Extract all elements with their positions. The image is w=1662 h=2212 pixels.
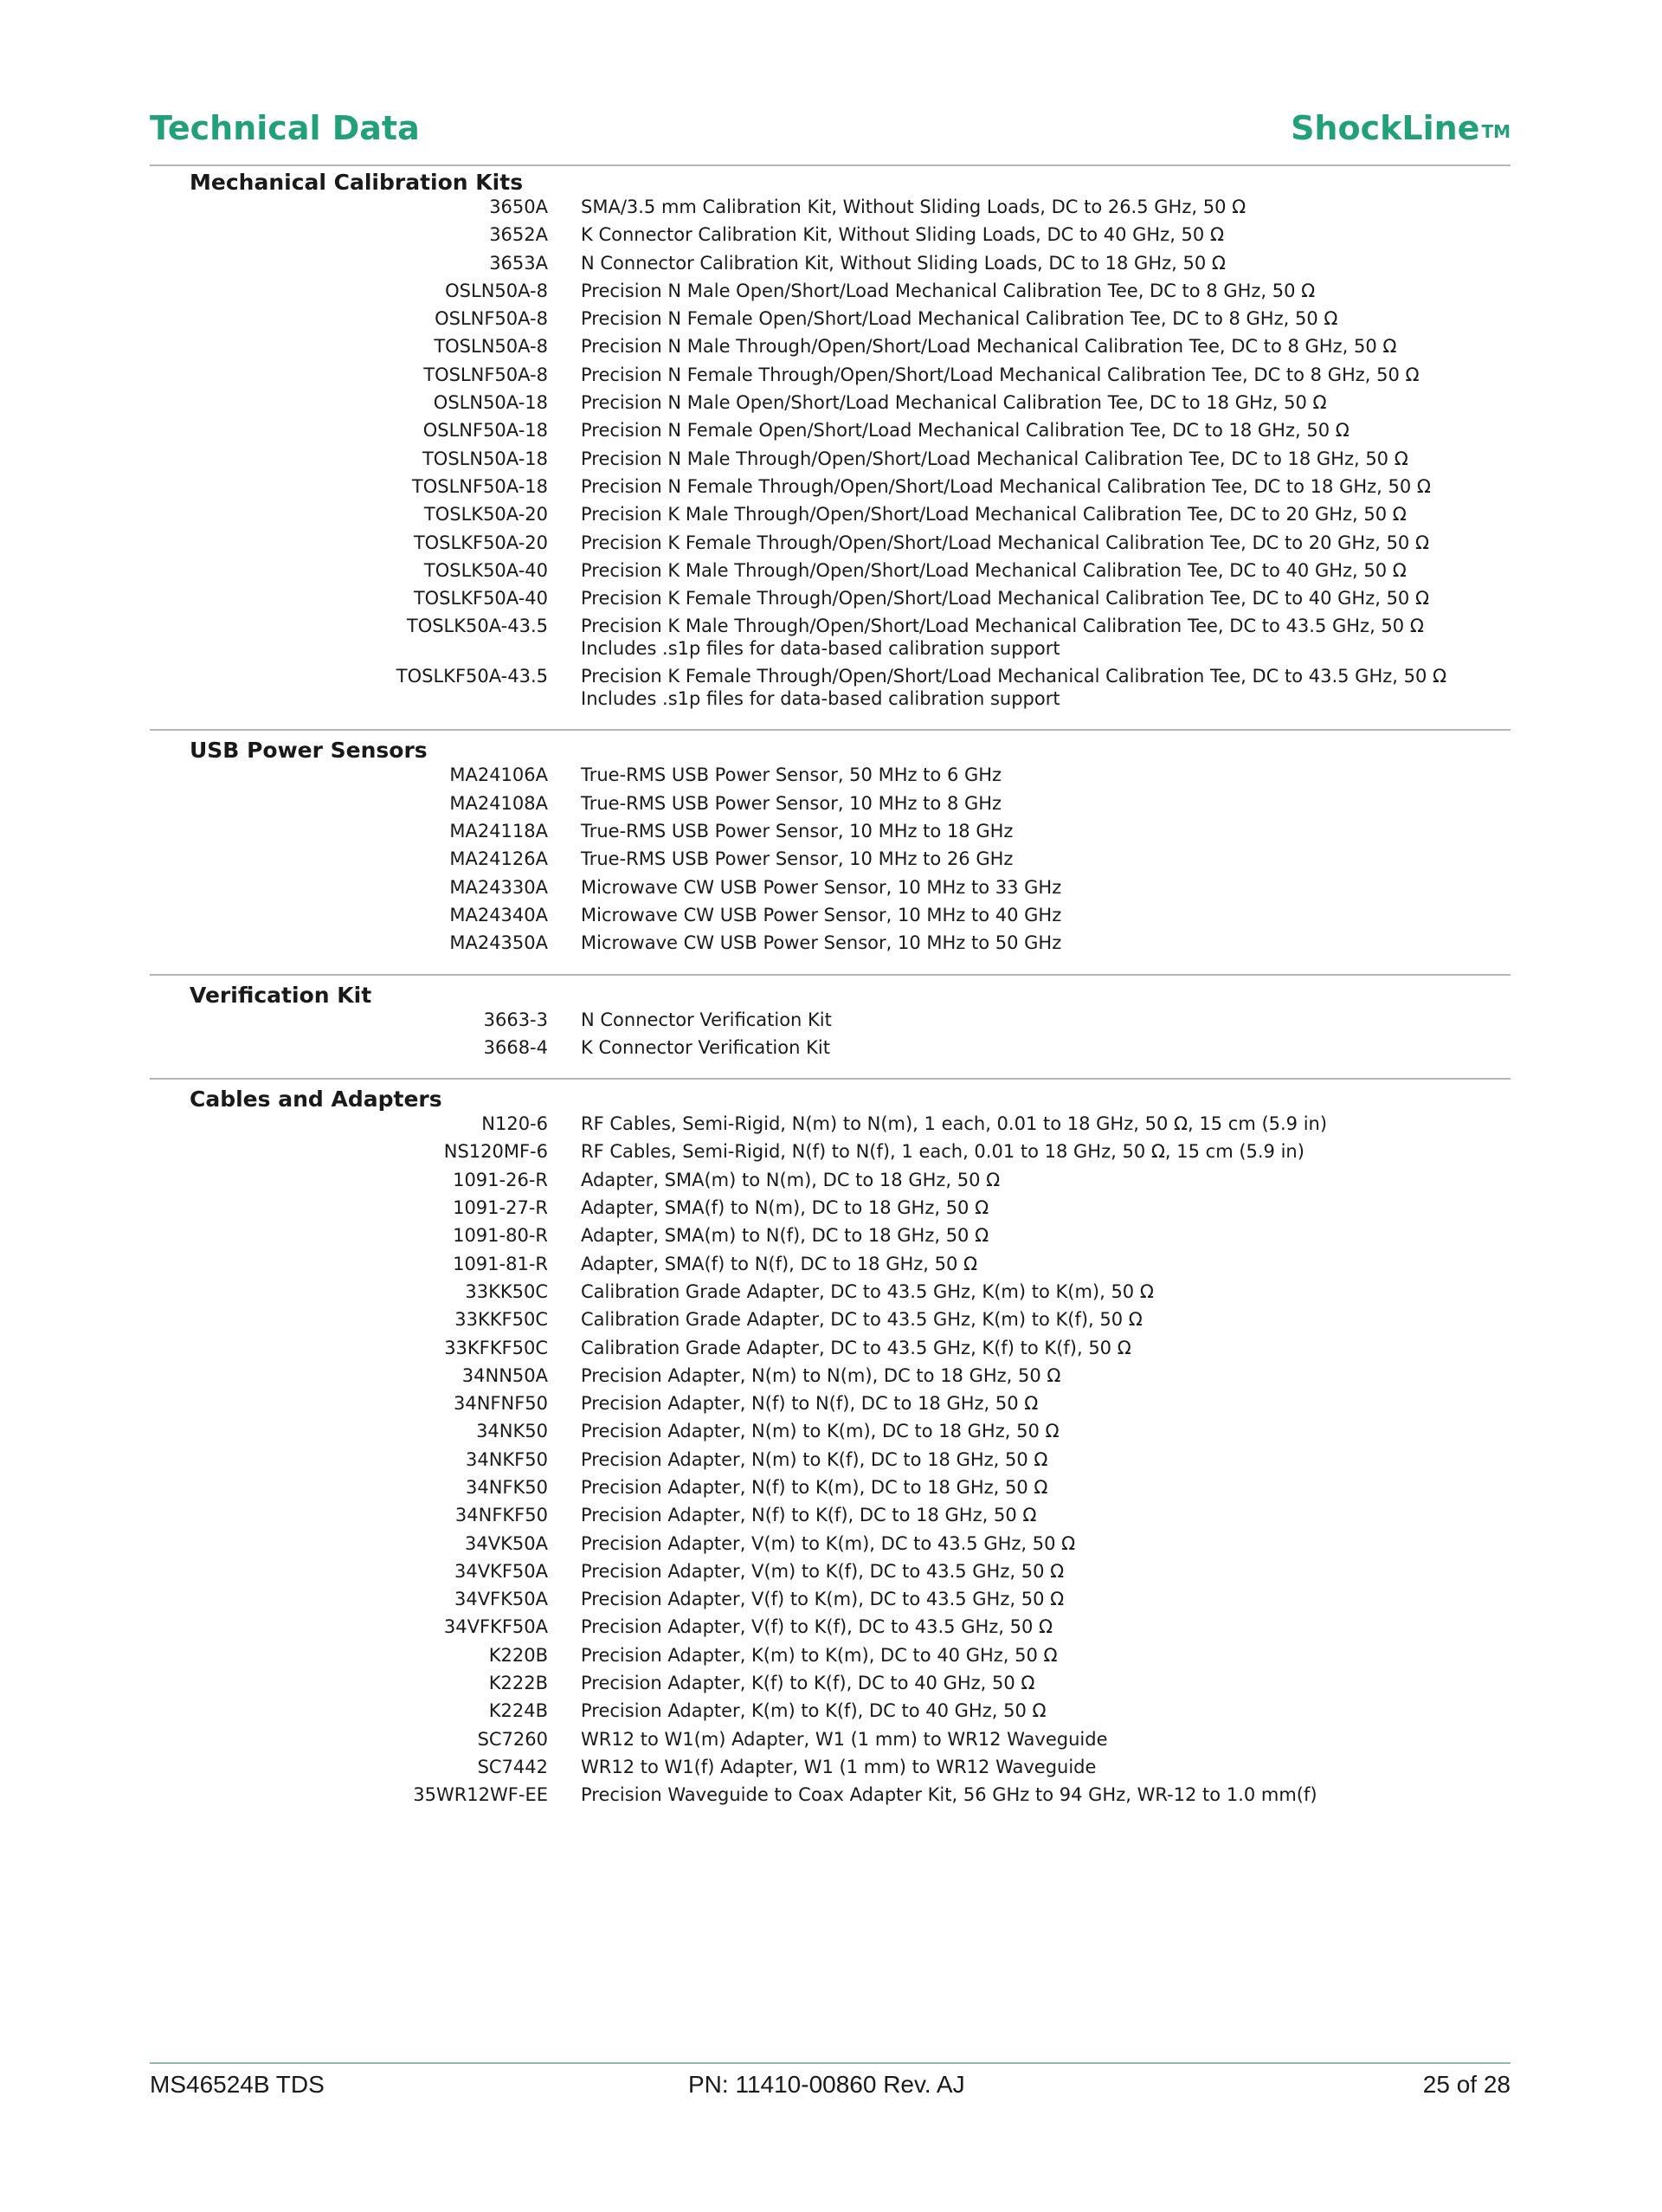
spec-row	[150, 1392, 1511, 1420]
section-usb-power-sensors	[150, 738, 1511, 975]
description-line: SMA/3.5 mm Calibration Kit, Without Sliding Loads, DC to 26.5 GHz, 50 Ω	[581, 197, 1246, 217]
part-code: MA24108A	[449, 792, 548, 814]
part-code: 33KFKF50C	[444, 1337, 548, 1358]
spec-row	[150, 307, 1511, 335]
part-description	[581, 1169, 1507, 1196]
part-description	[581, 335, 1507, 363]
description-line: Precision Adapter, K(m) to K(f), DC to 40 GHz, 50 Ω	[581, 1700, 1047, 1722]
part-code: 35WR12WF-EE	[413, 1784, 548, 1806]
description-line: Precision N Female Through/Open/Short/Load Mechanical Calibration Tee, DC to 18 GHz, 50 Ω	[581, 475, 1431, 497]
part-description	[581, 1308, 1507, 1336]
part-code: 34NKF50	[465, 1448, 548, 1470]
description-line: N Connector Calibration Kit, Without Sliding Loads, DC to 18 GHz, 50 Ω	[581, 252, 1226, 274]
part-description	[581, 1337, 1507, 1364]
part-description	[581, 848, 1507, 875]
spec-row	[150, 1036, 1511, 1064]
part-code: TOSLN50A-18	[422, 448, 548, 469]
brand-text: ShockLine	[1291, 109, 1480, 147]
part-description	[581, 1280, 1507, 1308]
part-description	[581, 1672, 1507, 1699]
section-title: Cables and Adapters	[190, 1087, 442, 1112]
description-line: Precision K Female Through/Open/Short/Load Mechanical Calibration Tee, DC to 43.5 GHz, 50 Ω	[581, 666, 1447, 687]
spec-row	[150, 932, 1511, 959]
description-line: True-RMS USB Power Sensor, 50 MHz to 6 GHz	[581, 764, 1002, 786]
part-code: TOSLKF50A-20	[413, 532, 548, 553]
description-line: WR12 to W1(m) Adapter, W1 (1 mm) to WR12 Waveguide	[581, 1728, 1108, 1750]
spec-row	[150, 223, 1511, 251]
description-line: Precision Adapter, N(f) to K(m), DC to 18 GHz, 50 Ω	[581, 1476, 1048, 1498]
part-code: 3650A	[489, 197, 548, 217]
description-line: Microwave CW USB Power Sensor, 10 MHz to 40 GHz	[581, 904, 1062, 925]
part-description	[581, 1615, 1507, 1643]
description-line: Adapter, SMA(f) to N(m), DC to 18 GHz, 50 Ω	[581, 1197, 989, 1219]
description-line: Calibration Grade Adapter, DC to 43.5 GHz, K(f) to K(f), 50 Ω	[581, 1337, 1131, 1358]
spec-row	[150, 559, 1511, 587]
part-code: TOSLKF50A-40	[413, 588, 548, 609]
part-code: 34NFKF50	[454, 1505, 548, 1526]
part-description	[581, 196, 1507, 223]
part-description	[581, 503, 1507, 531]
part-code: 3663-3	[483, 1009, 548, 1030]
page-title: Technical Data	[150, 109, 420, 147]
part-code: OSLN50A-18	[433, 392, 548, 414]
part-code: K222B	[488, 1673, 548, 1694]
part-description	[581, 1783, 1507, 1811]
spec-row	[150, 475, 1511, 503]
part-description	[581, 280, 1507, 307]
page-footer	[150, 2062, 1511, 2107]
spec-row	[150, 1364, 1511, 1392]
description-line: RF Cables, Semi-Rigid, N(f) to N(f), 1 each, 0.01 to 18 GHz, 50 Ω, 15 cm (5.9 in)	[581, 1141, 1304, 1163]
part-code: OSLN50A-8	[445, 280, 548, 301]
footer-page-number: 25 of 28	[1422, 2071, 1511, 2098]
part-code: TOSLNF50A-18	[411, 475, 548, 497]
spec-row	[150, 391, 1511, 419]
part-description	[581, 419, 1507, 447]
part-code: 34NFK50	[465, 1476, 548, 1498]
part-code: 34VFKF50A	[443, 1616, 548, 1638]
spec-row	[150, 1448, 1511, 1476]
part-code: 3668-4	[483, 1036, 548, 1058]
part-description	[581, 932, 1507, 959]
spec-row	[150, 1308, 1511, 1336]
section-verification-kit	[150, 983, 1511, 1080]
description-line: Precision N Female Open/Short/Load Mechanical Calibration Tee, DC to 18 GHz, 50 Ω	[581, 420, 1350, 442]
spec-row	[150, 419, 1511, 447]
spec-row	[150, 1672, 1511, 1699]
part-description	[581, 792, 1507, 820]
part-description	[581, 307, 1507, 335]
spec-row	[150, 792, 1511, 820]
description-line: RF Cables, Semi-Rigid, N(m) to N(m), 1 each, 0.01 to 18 GHz, 50 Ω, 15 cm (5.9 in)	[581, 1113, 1328, 1135]
description-line: Precision K Female Through/Open/Short/Load Mechanical Calibration Tee, DC to 20 GHz, 50 Ω	[581, 532, 1430, 553]
part-code: 3653A	[489, 252, 548, 274]
part-description	[581, 1364, 1507, 1392]
part-description	[581, 391, 1507, 419]
spec-row	[150, 364, 1511, 391]
part-code: 33KKF50C	[454, 1309, 548, 1331]
part-code: 34NK50	[476, 1421, 548, 1442]
description-line: Precision N Male Open/Short/Load Mechanical Calibration Tee, DC to 8 GHz, 50 Ω	[581, 280, 1316, 301]
spec-row	[150, 1112, 1511, 1140]
part-code: TOSLN50A-8	[434, 336, 548, 358]
part-code: MA24118A	[449, 821, 548, 842]
part-description	[581, 820, 1507, 848]
description-line: Adapter, SMA(f) to N(f), DC to 18 GHz, 50 Ω	[581, 1253, 978, 1274]
description-line: Precision Adapter, N(m) to K(f), DC to 18 GHz, 50 Ω	[581, 1448, 1048, 1470]
spec-row	[150, 1504, 1511, 1532]
part-code: 3652A	[489, 224, 548, 246]
spec-row	[150, 1476, 1511, 1504]
spec-row	[150, 1420, 1511, 1448]
part-description	[581, 1140, 1507, 1168]
spec-row	[150, 1615, 1511, 1643]
part-code: 34VK50A	[465, 1532, 548, 1554]
part-description	[581, 587, 1507, 615]
part-description	[581, 475, 1507, 503]
part-description	[581, 904, 1507, 932]
part-description	[581, 1253, 1507, 1280]
spec-row	[150, 820, 1511, 848]
part-description	[581, 1560, 1507, 1588]
footer-part-number: PN: 11410-00860 Rev. AJ	[688, 2071, 965, 2098]
part-code: OSLNF50A-18	[422, 420, 548, 442]
part-description	[581, 1756, 1507, 1783]
spec-row	[150, 848, 1511, 875]
description-line: Precision K Male Through/Open/Short/Load Mechanical Calibration Tee, DC to 40 GHz, 50 Ω	[581, 559, 1407, 581]
spec-content	[150, 170, 1511, 1833]
description-line: Precision N Male Open/Short/Load Mechanical Calibration Tee, DC to 18 GHz, 50 Ω	[581, 392, 1327, 414]
spec-row	[150, 1560, 1511, 1588]
spec-row	[150, 904, 1511, 932]
description-line: Precision N Male Through/Open/Short/Load Mechanical Calibration Tee, DC to 18 GHz, 50 Ω	[581, 448, 1408, 469]
part-description	[581, 1420, 1507, 1448]
section-title: Verification Kit	[190, 982, 372, 1008]
description-line: K Connector Calibration Kit, Without Sliding Loads, DC to 40 GHz, 50 Ω	[581, 224, 1224, 246]
description-line: K Connector Verification Kit	[581, 1036, 830, 1058]
spec-row	[150, 1140, 1511, 1168]
part-description	[581, 1392, 1507, 1420]
description-line: Microwave CW USB Power Sensor, 10 MHz to 33 GHz	[581, 876, 1062, 898]
part-description	[581, 1728, 1507, 1756]
part-code: 34NN50A	[461, 1364, 548, 1386]
spec-row	[150, 532, 1511, 559]
part-code: MA24330A	[449, 876, 548, 898]
spec-row	[150, 1532, 1511, 1560]
part-code: SC7260	[477, 1728, 548, 1750]
part-code: MA24106A	[449, 764, 548, 786]
part-description	[581, 764, 1507, 791]
section-title: USB Power Sensors	[190, 738, 428, 764]
spec-row	[150, 1224, 1511, 1252]
part-code: TOSLKF50A-43.5	[396, 666, 548, 687]
description-line: Precision K Male Through/Open/Short/Load Mechanical Calibration Tee, DC to 20 GHz, 50 Ω	[581, 504, 1407, 526]
part-description	[581, 252, 1507, 280]
trademark-mark: TM	[1481, 121, 1511, 142]
part-code: 34VFK50A	[454, 1589, 548, 1610]
description-line: Precision K Female Through/Open/Short/Load Mechanical Calibration Tee, DC to 40 GHz, 50 Ω	[581, 588, 1430, 609]
part-description	[581, 364, 1507, 391]
part-code: 33KK50C	[465, 1280, 548, 1302]
part-code: 1091-27-R	[453, 1197, 548, 1219]
description-line: Precision N Female Open/Short/Load Mechanical Calibration Tee, DC to 8 GHz, 50 Ω	[581, 308, 1338, 330]
part-code: N120-6	[481, 1113, 548, 1135]
part-code: OSLNF50A-8	[435, 308, 548, 330]
description-line: Precision Adapter, N(f) to K(f), DC to 18 GHz, 50 Ω	[581, 1505, 1037, 1526]
section-mechanical-calibration-kits	[150, 170, 1511, 731]
spec-row	[150, 1009, 1511, 1036]
part-code: MA24126A	[449, 848, 548, 870]
part-description	[581, 1196, 1507, 1224]
description-line: Precision Adapter, V(m) to K(f), DC to 43.5 GHz, 50 Ω	[581, 1560, 1065, 1582]
description-line: Adapter, SMA(m) to N(f), DC to 18 GHz, 50 Ω	[581, 1225, 989, 1247]
part-description	[581, 1009, 1507, 1036]
spec-row	[150, 196, 1511, 223]
part-code: NS120MF-6	[443, 1141, 548, 1163]
spec-row	[150, 1196, 1511, 1224]
part-description	[581, 876, 1507, 904]
part-code: MA24350A	[449, 932, 548, 954]
spec-row	[150, 1644, 1511, 1672]
part-description	[581, 615, 1507, 665]
part-description	[581, 1448, 1507, 1476]
description-line: Precision Adapter, K(m) to K(m), DC to 40 GHz, 50 Ω	[581, 1644, 1058, 1666]
spec-row	[150, 587, 1511, 615]
part-code: 1091-81-R	[453, 1253, 548, 1274]
part-code: 1091-80-R	[453, 1225, 548, 1247]
part-description	[581, 665, 1507, 715]
part-code: 34VKF50A	[454, 1560, 548, 1582]
part-code: 34NFNF50	[453, 1393, 548, 1415]
part-description	[581, 559, 1507, 587]
description-line: Precision K Male Through/Open/Short/Load Mechanical Calibration Tee, DC to 43.5 GHz, 50 Ω	[581, 616, 1424, 637]
description-line: True-RMS USB Power Sensor, 10 MHz to 8 GHz	[581, 792, 1002, 814]
description-line: Precision Waveguide to Coax Adapter Kit, 56 GHz to 94 GHz, WR-12 to 1.0 mm(f)	[581, 1784, 1317, 1806]
section-title: Mechanical Calibration Kits	[190, 170, 524, 195]
spec-row	[150, 1337, 1511, 1364]
spec-row	[150, 1280, 1511, 1308]
part-description	[581, 1224, 1507, 1252]
description-line: Calibration Grade Adapter, DC to 43.5 GHz, K(m) to K(f), 50 Ω	[581, 1309, 1143, 1331]
spec-row	[150, 448, 1511, 475]
part-description	[581, 532, 1507, 559]
spec-row	[150, 1756, 1511, 1783]
part-description	[581, 1504, 1507, 1532]
spec-row	[150, 1588, 1511, 1615]
description-line: Microwave CW USB Power Sensor, 10 MHz to 50 GHz	[581, 932, 1062, 954]
spec-row	[150, 1728, 1511, 1756]
description-line: N Connector Verification Kit	[581, 1009, 832, 1030]
part-code: MA24340A	[449, 904, 548, 925]
description-line: Precision Adapter, V(f) to K(f), DC to 43.5 GHz, 50 Ω	[581, 1616, 1053, 1638]
part-description	[581, 448, 1507, 475]
footer-doc-name: MS46524B TDS	[150, 2071, 325, 2098]
part-description	[581, 1644, 1507, 1672]
spec-row	[150, 1169, 1511, 1196]
part-description	[581, 1532, 1507, 1560]
description-line: Precision Adapter, K(f) to K(f), DC to 40 GHz, 50 Ω	[581, 1673, 1035, 1694]
part-description	[581, 1112, 1507, 1140]
part-description	[581, 1036, 1507, 1064]
description-line: Includes .s1p files for data-based calibration support	[581, 688, 1060, 710]
description-line: Adapter, SMA(m) to N(m), DC to 18 GHz, 50 Ω	[581, 1169, 1001, 1190]
part-code: TOSLK50A-20	[423, 504, 548, 526]
spec-row	[150, 615, 1511, 665]
part-code: 1091-26-R	[453, 1169, 548, 1190]
spec-row	[150, 503, 1511, 531]
part-code: TOSLK50A-43.5	[406, 616, 548, 637]
spec-row	[150, 335, 1511, 363]
description-line: Precision Adapter, V(f) to K(m), DC to 43.5 GHz, 50 Ω	[581, 1589, 1065, 1610]
description-line: WR12 to W1(f) Adapter, W1 (1 mm) to WR12 Waveguide	[581, 1756, 1097, 1777]
part-code: TOSLK50A-40	[423, 559, 548, 581]
part-description	[581, 1699, 1507, 1727]
description-line: True-RMS USB Power Sensor, 10 MHz to 26 GHz	[581, 848, 1014, 870]
description-line: True-RMS USB Power Sensor, 10 MHz to 18 GHz	[581, 821, 1014, 842]
description-line: Precision Adapter, N(m) to K(m), DC to 18 GHz, 50 Ω	[581, 1421, 1060, 1442]
part-description	[581, 1588, 1507, 1615]
part-code: SC7442	[477, 1756, 548, 1777]
brand-name	[1291, 104, 1511, 152]
page-header	[150, 104, 1511, 166]
spec-row	[150, 252, 1511, 280]
spec-row	[150, 764, 1511, 791]
description-line: Calibration Grade Adapter, DC to 43.5 GHz, K(m) to K(m), 50 Ω	[581, 1280, 1154, 1302]
part-description	[581, 223, 1507, 251]
part-code: TOSLNF50A-8	[423, 364, 548, 385]
description-line: Precision Adapter, N(f) to N(f), DC to 18 GHz, 50 Ω	[581, 1393, 1039, 1415]
spec-row	[150, 1783, 1511, 1811]
description-line: Precision N Female Through/Open/Short/Load Mechanical Calibration Tee, DC to 8 GHz, 50 Ω	[581, 364, 1420, 385]
part-code: K224B	[488, 1700, 548, 1722]
spec-row	[150, 1253, 1511, 1280]
spec-row	[150, 280, 1511, 307]
section-cables-and-adapters	[150, 1087, 1511, 1825]
spec-row	[150, 665, 1511, 715]
description-line: Precision Adapter, V(m) to K(m), DC to 43.5 GHz, 50 Ω	[581, 1532, 1076, 1554]
spec-row	[150, 876, 1511, 904]
description-line: Precision N Male Through/Open/Short/Load Mechanical Calibration Tee, DC to 8 GHz, 50 Ω	[581, 336, 1397, 358]
description-line: Precision Adapter, N(m) to N(m), DC to 18 GHz, 50 Ω	[581, 1364, 1061, 1386]
part-code: K220B	[488, 1644, 548, 1666]
description-line: Includes .s1p files for data-based calibration support	[581, 638, 1060, 660]
spec-row	[150, 1699, 1511, 1727]
part-description	[581, 1476, 1507, 1504]
